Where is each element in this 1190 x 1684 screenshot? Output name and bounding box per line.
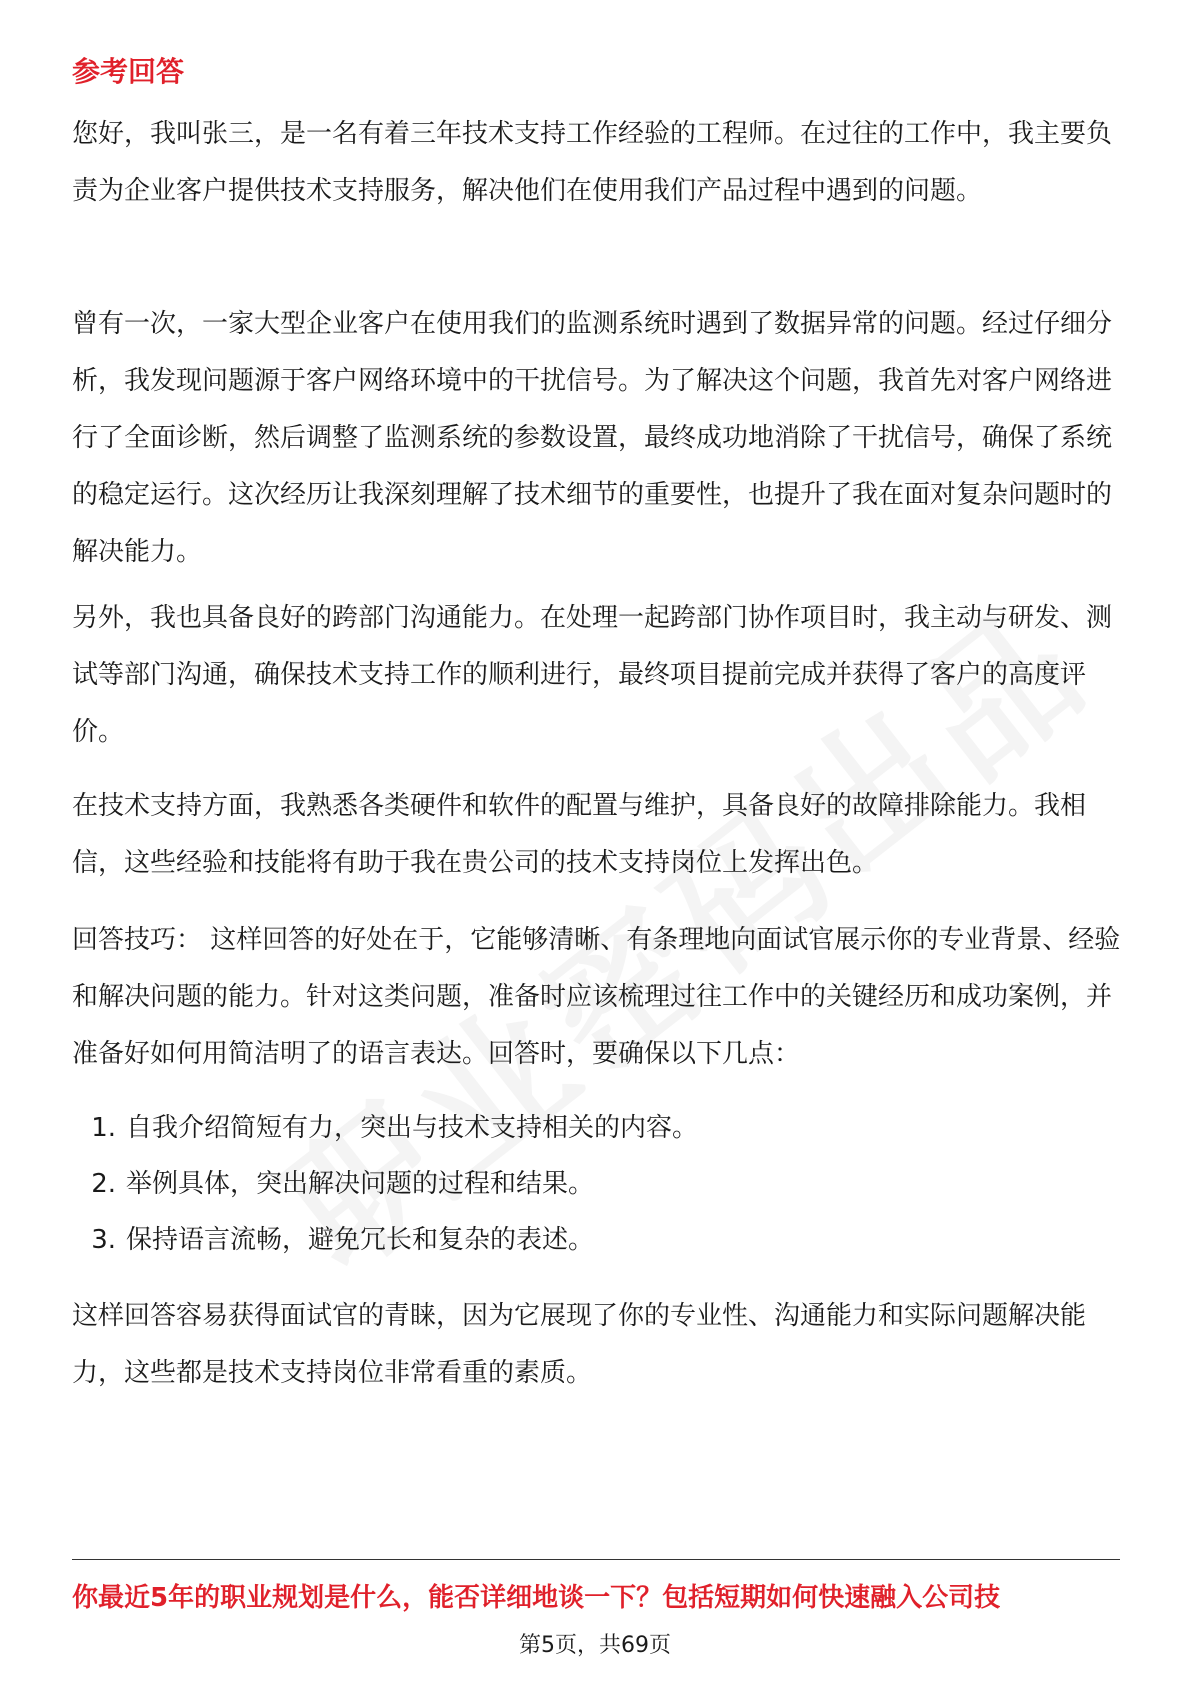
list-item-text: 举例具体，突出解决问题的过程和结果。 [126, 1169, 595, 1199]
list-item [72, 1100, 1122, 1156]
paragraph-communication: 另外，我也具备良好的跨部门沟通能力。在处理一起跨部门协作项目时，我主动与研发、测试等部门沟通，确保技术支持工作的顺利进行，最终项目提前完成并获得了客户的高度评价。 [72, 603, 1113, 747]
tips-list [72, 1100, 1122, 1268]
section-heading: 参考回答 [72, 55, 185, 88]
list-item [72, 1212, 1122, 1268]
paragraph-conclusion: 这样回答容易获得面试官的青睐，因为它展现了你的专业性、沟通能力和实际问题解决能力，这些都是技术支持岗位非常看重的素质。 [72, 1301, 1087, 1388]
paragraph-intro: 您好，我叫张三，是一名有着三年技术支持工作经验的工程师。在过往的工作中，我主要负责为企业客户提供技术支持服务，解决他们在使用我们产品过程中遇到的问题。 [72, 119, 1113, 206]
paragraph-example: 曾有一次，一家大型企业客户在使用我们的监测系统时遇到了数据异常的问题。经过仔细分析，我发现问题源于客户网络环境中的干扰信号。为了解决这个问题，我首先对客户网络进行了全面诊断，然后调整了监测系统的参数设置，最终成功地消除了干扰信号，确保了系统的稳定运行。这次经历让我深刻理解了技术细节的重要性，也提升了我在面对复杂问题时的解决能力。 [72, 309, 1113, 567]
paragraph-skills: 在技术支持方面，我熟悉各类硬件和软件的配置与维护，具备良好的故障排除能力。我相信，这些经验和技能将有助于我在贵公司的技术支持岗位上发挥出色。 [72, 791, 1087, 878]
next-question-heading: 你最近5年的职业规划是什么，能否详细地谈一下？包括短期如何快速融入公司技 [72, 1583, 1001, 1613]
list-item [72, 1156, 1122, 1212]
list-item-text: 自我介绍简短有力，突出与技术支持相关的内容。 [126, 1113, 699, 1143]
divider [72, 1559, 1120, 1560]
list-item-number: 1. [91, 1113, 116, 1143]
list-item-number: 3. [91, 1225, 116, 1255]
paragraph-tips: 回答技巧： 这样回答的好处在于，它能够清晰、有条理地向面试官展示你的专业背景、经验和解决问题的能力。针对这类问题，准备时应该梳理过往工作中的关键经历和成功案例，并准备好如何用简洁明了的语言表达。回答时，要确保以下几点： [72, 925, 1121, 1069]
page-number: 第5页，共69页 [519, 1633, 671, 1658]
list-item-number: 2. [91, 1169, 116, 1199]
list-item-text: 保持语言流畅，避免冗长和复杂的表述。 [126, 1225, 595, 1255]
